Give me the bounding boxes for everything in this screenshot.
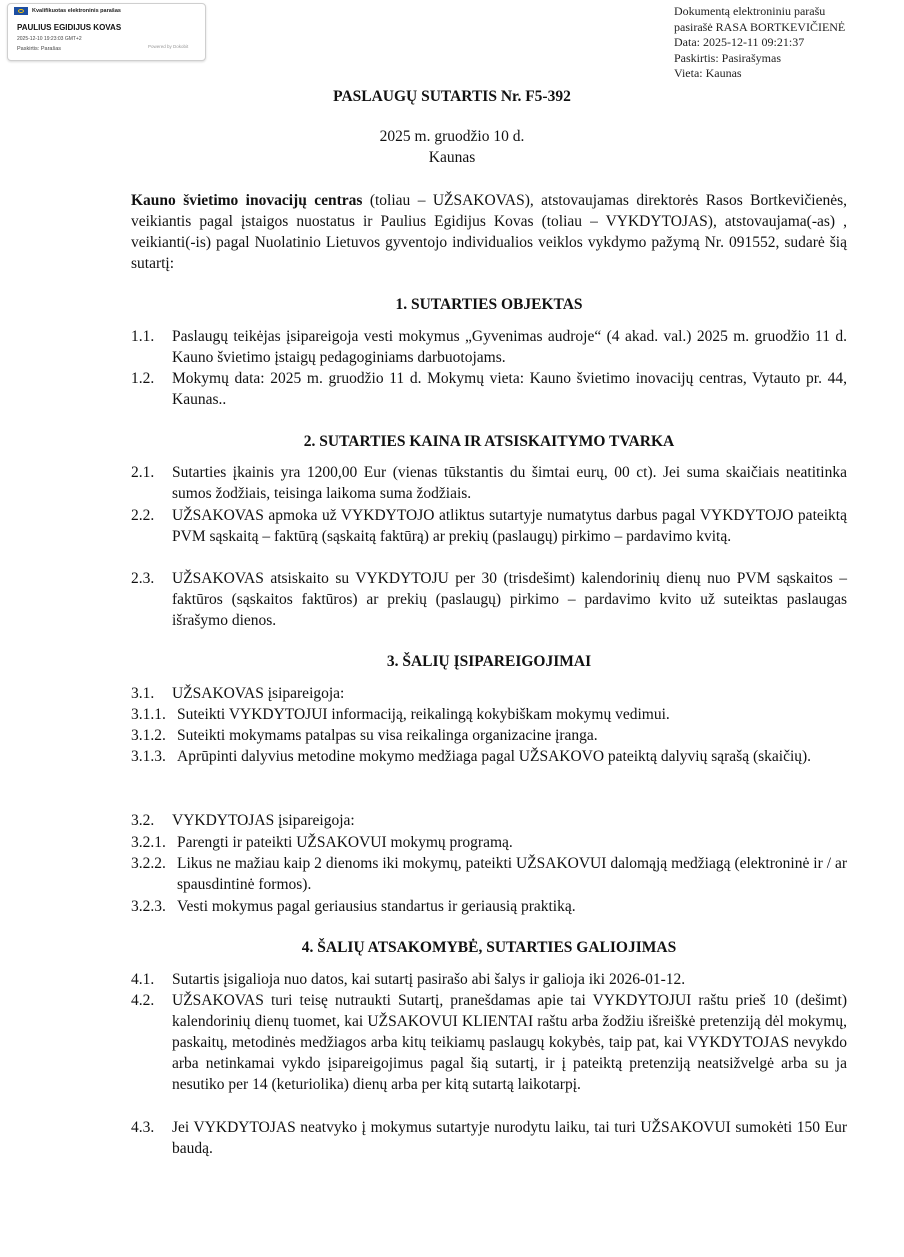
signature-info [674,4,845,82]
powered-by-logo: Powered by Dokobit [148,44,189,49]
signer-name: PAULIUS EGIDIJUS KOVAS [17,23,122,32]
signature-info-line: pasirašė RASA BORTKEVIČIENĖ [674,19,846,34]
intro-paragraph [131,190,847,274]
clause-text: Sutarties įkainis yra 1200,00 Eur (vienas tūkstantis du šimtai eurų, 00 ct). Jei suma skaičiais neatitinka sumos žodžiais, teisinga laikoma suma žodžiais. [172,464,847,502]
clause-item [131,568,847,631]
clause-number: 4.3. [131,1119,155,1136]
clause-item [131,326,847,368]
intro-text: (toliau – UŽSAKOVAS), atstovaujamas direktorės Rasos Bortkevičienės, veikiantis pagal įstaigos nuostatus ir Paulius Egidijus Kovas (toliau – VYKDYTOJAS), atstovaujama(-as) , veikianti(-is) pagal Nuolatinio Lietuvos gyventojo individualios veiklos vykdymo pažymą Nr. 091552, sudarė šią sutartį: [131,192,847,272]
signature-badge [7,3,206,61]
signature-date: 2025-12-10 19:23:03 GMT+2 [17,36,82,42]
signature-info-line: Data: 2025-12-11 09:21:37 [674,35,805,49]
document-title: PASLAUGŲ SUTARTIS Nr. F5-392 [333,88,571,105]
clause-number: 4.1. [131,971,155,988]
section-heading: 2. SUTARTIES KAINA IR ATSISKAITYMO TVARKA [303,433,675,450]
clause-text: Aprūpinti dalyvius metodine mokymo medžiaga pagal UŽSAKOVO pateiktą dalyvių sąrašą (skaičių). [177,748,812,765]
clause-number: 3.1.2. [131,727,166,744]
section-heading: 1. SUTARTIES OBJEKTAS [395,296,583,313]
clause-number: 4.2. [131,992,155,1009]
clause-item [131,368,847,410]
clause-item [131,462,847,504]
clause-text: Sutartis įsigalioja nuo datos, kai sutartį pasirašo abi šalys ir galioja iki 2026-01-12. [172,971,686,988]
clause-text: UŽSAKOVAS turi teisę nutraukti Sutartį, pranešdamas apie tai VYKDYTOJUI raštu prieš 10 (dešimt) kalendorinių dienų tuomet, kai UŽSAKOVUI KLIENTAI raštu arba žodžiu išreiškė pretenziją dėl mokymų, paskaitų, metodinės medžiagos arba kitų teikiamų paslaugų kokybės, taip pat, kai VYKDYTOJAS nevykdo arba netinkamai vykdo įsipareigojimus pagal šią sutartį, ir į pateiktą pretenziją neatsižvelgė arba su ja nesutiko per 14 (keturiolika) dienų arba per kitą sutartą laikotarpį. [172,992,847,1093]
clause-number: 3.2. [131,812,155,829]
clause-text: UŽSAKOVAS atsiskaito su VYKDYTOJU per 30 (trisdešimt) kalendorinių dienų nuo PVM sąskaitos – faktūros (sąskaitos faktūros) ar prekių (paslaugų) pirkimo – pardavimo kvito už suteiktas paslaugas išrašymo dienos. [172,570,847,629]
clause-number: 1.2. [131,370,155,387]
section-heading: 4. ŠALIŲ ATSAKOMYBĖ, SUTARTIES GALIOJIMAS [301,939,677,956]
clause-item [131,746,847,767]
date-line: 2025 m. gruodžio 10 d. [379,128,525,145]
signature-info-line: Dokumentą elektroniniu parašu [674,4,826,18]
clause-text: Vesti mokymus pagal geriausius standartus ir geriausią praktiką. [177,898,576,915]
clause-number: 3.2.2. [131,855,166,872]
clause-item [131,853,847,895]
clause-text: Suteikti mokymams patalpas su visa reikalinga organizacine įranga. [177,727,598,744]
clause-text: UŽSAKOVAS įsipareigoja: [172,685,345,702]
signature-purpose: Paskirtis: Parašas [17,46,62,52]
clause-number: 2.2. [131,507,155,524]
signature-info-line: Vieta: Kaunas [674,66,742,80]
clause-item [131,704,847,725]
clause-item [131,990,847,1095]
clause-number: 2.1. [131,464,155,481]
clause-number: 3.1.1. [131,706,166,723]
clause-item [131,683,847,704]
clause-number: 3.2.1. [131,834,166,851]
clause-number: 2.3. [131,570,155,587]
clause-text: UŽSAKOVAS apmoka už VYKDYTOJO atliktus sutartyje numatytus darbus pagal VYKDYTOJO pateiktą PVM sąskaitą – faktūrą (sąskaitą faktūrą) ar prekių (paslaugų) pirkimo – pardavimo kvitą. [172,507,847,545]
clause-text: Paslaugų teikėjas įsipareigoja vesti mokymus „Gyvenimas audroje“ (4 akad. val.) 2025 m. gruodžio 11 d. Kauno švietimo įstaigų pedagoginiams darbuotojams. [172,328,847,366]
clause-item [131,896,847,917]
clause-text: Likus ne mažiau kaip 2 dienoms iki mokymų, pateikti UŽSAKOVUI dalomąją medžiagą (elektroninė ir / ar spausdintinė formos). [177,855,847,893]
clause-text: Jei VYKDYTOJAS neatvyko į mokymus sutartyje nurodytu laiku, tai turi UŽSAKOVUI sumokėti 150 Eur baudą. [172,1119,847,1157]
clause-item [131,832,847,853]
signature-info-line: Paskirtis: Pasirašymas [674,50,781,65]
clause-text: Mokymų data: 2025 m. gruodžio 11 d. Mokymų vieta: Kauno švietimo inovacijų centras, Vytauto pr. 44, Kaunas.. [172,370,847,408]
clause-item [131,969,847,990]
clause-number: 1.1. [131,328,155,345]
eu-flag-icon [14,7,28,15]
clause-number: 3.1.3. [131,748,166,765]
clause-text: Suteikti VYKDYTOJUI informaciją, reikalingą kokybiškam mokymų vedimui. [177,706,670,723]
clause-item [131,1117,847,1159]
clause-item [131,810,847,831]
clause-item [131,725,847,746]
intro-party-name: Kauno švietimo inovacijų centras [131,192,363,209]
badge-header-text: Kvalifikuotas elektroninis parašas [32,8,121,14]
clause-number: 3.2.3. [131,898,166,915]
clause-text: VYKDYTOJAS įsipareigoja: [172,812,355,829]
badge-header [14,7,121,15]
clause-text: Parengti ir pateikti UŽSAKOVUI mokymų programą. [177,834,513,851]
clause-number: 3.1. [131,685,155,702]
clause-item [131,505,847,547]
section-heading: 3. ŠALIŲ ĮSIPAREIGOJIMAI [386,653,592,670]
place-line: Kaunas [428,149,476,166]
